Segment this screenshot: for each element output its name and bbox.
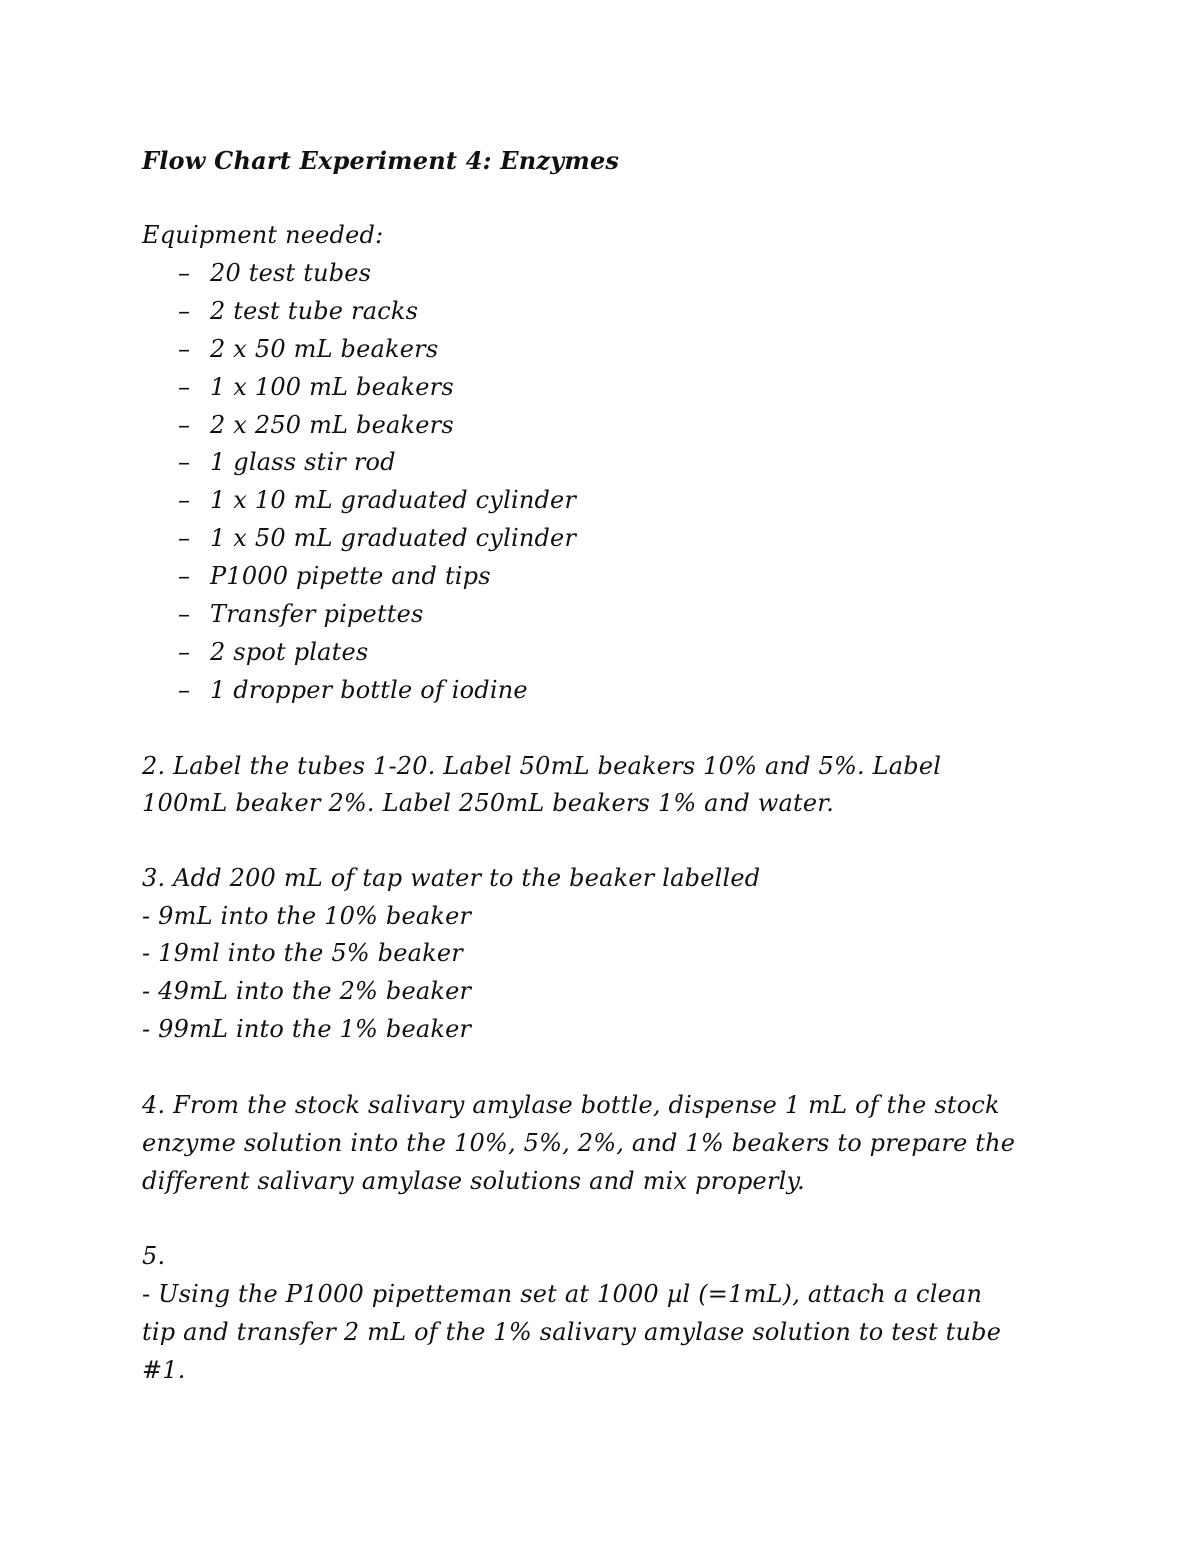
list-item: – 20 test tubes <box>178 259 372 287</box>
bullet-dash: – <box>178 638 191 666</box>
list-item: – P1000 pipette and tips <box>178 562 491 590</box>
paragraph-line: #1. <box>142 1356 186 1384</box>
bullet-dash: – <box>178 486 191 514</box>
paragraph-line: tip and transfer 2 mL of the 1% salivary amylase solution to test tube <box>142 1318 1002 1346</box>
bullet-dash: – <box>178 297 191 325</box>
bullet-dash: – <box>178 373 191 401</box>
paragraph-line: 2. Label the tubes 1-20. Label 50mL beakers 10% and 5%. Label <box>142 752 942 780</box>
document-title: Flow Chart Experiment 4: Enzymes <box>142 146 620 175</box>
bullet-dash: – <box>178 259 191 287</box>
list-item: – 2 x 50 mL beakers <box>178 335 439 363</box>
list-item: – 1 dropper bottle of iodine <box>178 676 528 704</box>
bullet-dash: – <box>178 335 191 363</box>
bullet-dash: – <box>178 676 191 704</box>
paragraph-line: - 49mL into the 2% beaker <box>142 977 472 1005</box>
list-item: – 2 spot plates <box>178 638 369 666</box>
list-item: – 1 x 10 mL graduated cylinder <box>178 486 577 514</box>
equipment-heading: Equipment needed: <box>142 221 384 249</box>
list-item: – 2 x 250 mL beakers <box>178 411 454 439</box>
paragraph-line: 100mL beaker 2%. Label 250mL beakers 1% and water. <box>142 789 835 817</box>
bullet-dash: – <box>178 411 191 439</box>
bullet-dash: – <box>178 524 191 552</box>
list-item: – 1 x 100 mL beakers <box>178 373 454 401</box>
paragraph-line: 3. Add 200 mL of tap water to the beaker labelled <box>142 864 761 892</box>
bullet-dash: – <box>178 562 191 590</box>
bullet-dash: – <box>178 448 191 476</box>
paragraph-line: - 19ml into the 5% beaker <box>142 939 463 967</box>
paragraph-line: - Using the P1000 pipetteman set at 1000 µl (=1mL), attach a clean <box>142 1280 983 1308</box>
list-item: – 1 x 50 mL graduated cylinder <box>178 524 577 552</box>
paragraph-line: different salivary amylase solutions and mix properly. <box>142 1167 805 1195</box>
paragraph-line: - 9mL into the 10% beaker <box>142 902 472 930</box>
paragraph-line: 5. <box>142 1242 166 1270</box>
list-item: – 1 glass stir rod <box>178 448 396 476</box>
bullet-dash: – <box>178 600 191 628</box>
list-item: – 2 test tube racks <box>178 297 419 325</box>
paragraph-line: - 99mL into the 1% beaker <box>142 1015 472 1043</box>
list-item: – Transfer pipettes <box>178 600 424 628</box>
paragraph-line: 4. From the stock salivary amylase bottle, dispense 1 mL of the stock <box>142 1091 1000 1119</box>
paragraph-line: enzyme solution into the 10%, 5%, 2%, and 1% beakers to prepare the <box>142 1129 1016 1157</box>
